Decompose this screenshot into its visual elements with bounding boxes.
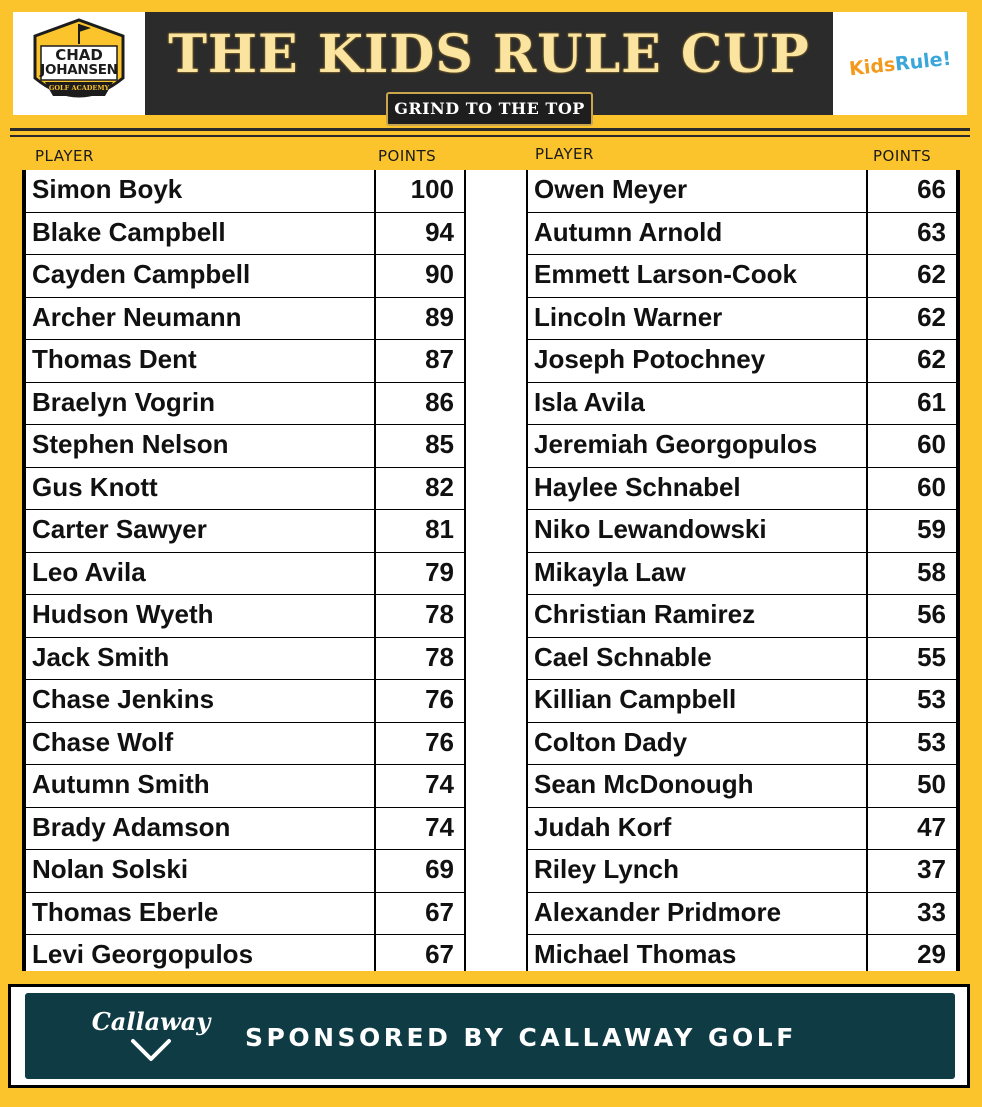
table-row xyxy=(26,255,464,298)
table-row xyxy=(26,510,464,553)
player-points: 66 xyxy=(917,174,946,204)
table-row xyxy=(26,850,464,893)
table-row xyxy=(528,340,956,383)
player-points: 100 xyxy=(410,174,454,204)
chad-johansen-logo xyxy=(13,12,145,115)
logo-line-2: JOHANSEN xyxy=(40,61,118,78)
callaway-chevron-icon xyxy=(129,1037,173,1063)
player-name: Chase Wolf xyxy=(32,726,174,757)
player-name: Gus Knott xyxy=(32,471,158,502)
table-row xyxy=(528,765,956,808)
player-name: Lincoln Warner xyxy=(534,301,723,332)
kids-rule-part2: Rule! xyxy=(893,47,953,75)
player-points: 67 xyxy=(425,896,454,927)
player-points: 63 xyxy=(917,216,946,247)
kids-rule-logo xyxy=(833,12,967,115)
left-player-header: PLAYER xyxy=(35,147,94,165)
player-name: Alexander Pridmore xyxy=(534,896,782,927)
player-name: Autumn Arnold xyxy=(534,216,723,247)
callaway-logo xyxy=(91,1007,211,1067)
player-points: 74 xyxy=(425,811,454,842)
right-points-header: POINTS xyxy=(873,147,932,165)
player-name: Braelyn Vogrin xyxy=(32,386,216,417)
player-points: 61 xyxy=(917,386,946,417)
table-row xyxy=(26,765,464,808)
right-player-header: PLAYER xyxy=(535,145,594,163)
table-row xyxy=(528,170,956,213)
table-row xyxy=(26,638,464,681)
player-points: 55 xyxy=(917,641,946,672)
table-row xyxy=(528,468,956,511)
player-name: Colton Dady xyxy=(534,726,688,757)
standings-column-right xyxy=(528,170,956,971)
table-row xyxy=(528,255,956,298)
player-name: Christian Ramirez xyxy=(534,599,756,629)
table-row xyxy=(26,425,464,468)
table-row xyxy=(528,723,956,766)
player-points: 87 xyxy=(425,344,454,374)
player-points: 79 xyxy=(425,556,454,587)
player-points: 62 xyxy=(917,259,946,289)
player-name: Owen Meyer xyxy=(534,174,688,204)
player-name: Archer Neumann xyxy=(32,301,242,332)
sponsor-panel xyxy=(25,993,955,1079)
player-points: 62 xyxy=(917,301,946,332)
player-points: 62 xyxy=(917,344,946,374)
player-points: 53 xyxy=(917,726,946,757)
player-name: Thomas Dent xyxy=(32,344,197,374)
player-name: Simon Boyk xyxy=(32,174,183,204)
player-name: Isla Avila xyxy=(534,386,645,417)
table-row xyxy=(528,425,956,468)
player-points: 33 xyxy=(917,896,946,927)
logo-line-1: CHAD xyxy=(55,45,103,64)
table-row xyxy=(26,468,464,511)
player-name: Michael Thomas xyxy=(534,939,737,969)
header-rule-bottom xyxy=(10,135,970,137)
player-name: Cayden Campbell xyxy=(32,259,251,289)
table-row xyxy=(528,595,956,638)
player-points: 60 xyxy=(917,471,946,502)
table-row xyxy=(26,808,464,851)
player-points: 89 xyxy=(425,301,454,332)
player-points: 47 xyxy=(917,811,946,842)
golf-academy-badge-icon xyxy=(25,16,133,112)
left-points-header: POINTS xyxy=(378,147,437,165)
player-points: 59 xyxy=(917,514,946,544)
kids-rule-wordmark xyxy=(848,47,952,80)
logo-line-3: GOLF ACADEMY xyxy=(48,83,110,92)
table-row xyxy=(528,808,956,851)
player-points: 86 xyxy=(425,386,454,417)
header-rule-top xyxy=(10,128,970,131)
player-name: Thomas Eberle xyxy=(32,896,219,927)
player-points: 50 xyxy=(917,769,946,799)
table-row xyxy=(26,340,464,383)
player-points: 67 xyxy=(425,939,454,969)
player-points: 53 xyxy=(917,684,946,714)
table-row xyxy=(26,553,464,596)
player-points: 74 xyxy=(425,769,454,799)
player-name: Levi Georgopulos xyxy=(32,939,254,969)
table-row xyxy=(528,850,956,893)
player-name: Emmett Larson-Cook xyxy=(534,259,797,289)
player-points: 90 xyxy=(425,259,454,289)
player-name: Jeremiah Georgopulos xyxy=(534,429,818,459)
table-row xyxy=(26,680,464,723)
table-row xyxy=(26,298,464,341)
player-name: Joseph Potochney xyxy=(534,344,766,374)
player-name: Haylee Schnabel xyxy=(534,471,741,502)
player-name: Sean McDonough xyxy=(534,769,754,799)
player-points: 37 xyxy=(917,854,946,884)
player-name: Mikayla Law xyxy=(534,556,686,587)
page-title: THE KIDS RULE CUP xyxy=(168,24,810,85)
player-points: 58 xyxy=(917,556,946,587)
table-row xyxy=(528,383,956,426)
callaway-wordmark: Callaway xyxy=(91,1007,211,1036)
player-points: 29 xyxy=(917,939,946,969)
table-row xyxy=(528,638,956,681)
player-points: 78 xyxy=(425,599,454,629)
player-points: 94 xyxy=(425,216,454,247)
table-row xyxy=(528,553,956,596)
player-name: Nolan Solski xyxy=(32,854,189,884)
player-name: Riley Lynch xyxy=(534,854,679,884)
header xyxy=(0,0,982,170)
player-points: 60 xyxy=(917,429,946,459)
player-name: Carter Sawyer xyxy=(32,514,207,544)
table-row xyxy=(528,213,956,256)
table-row xyxy=(26,893,464,936)
player-points: 85 xyxy=(425,429,454,459)
table-row xyxy=(26,213,464,256)
player-points: 81 xyxy=(425,514,454,544)
player-name: Chase Jenkins xyxy=(32,684,215,714)
player-name: Brady Adamson xyxy=(32,811,231,842)
sponsor-text: SPONSORED BY CALLAWAY GOLF xyxy=(245,1023,797,1052)
table-row xyxy=(26,935,464,978)
table-row xyxy=(26,723,464,766)
table-row xyxy=(528,935,956,978)
table-row xyxy=(528,510,956,553)
player-name: Niko Lewandowski xyxy=(534,514,767,544)
player-name: Leo Avila xyxy=(32,556,146,587)
player-name: Jack Smith xyxy=(32,641,170,672)
player-points: 76 xyxy=(425,726,454,757)
table-row xyxy=(528,680,956,723)
standings-column-left xyxy=(26,170,464,971)
sponsor-footer xyxy=(8,984,970,1088)
player-name: Cael Schnable xyxy=(534,641,712,672)
player-points: 82 xyxy=(425,471,454,502)
table-row xyxy=(26,170,464,213)
standings-table xyxy=(22,170,960,971)
player-name: Stephen Nelson xyxy=(32,429,229,459)
player-points: 78 xyxy=(425,641,454,672)
player-points: 56 xyxy=(917,599,946,629)
player-name: Judah Korf xyxy=(534,811,672,842)
kids-rule-part1: Kids xyxy=(847,53,897,80)
player-name: Hudson Wyeth xyxy=(32,599,214,629)
column-gap xyxy=(464,170,528,971)
table-row xyxy=(528,893,956,936)
player-points: 76 xyxy=(425,684,454,714)
player-name: Blake Campbell xyxy=(32,216,226,247)
player-points: 69 xyxy=(425,854,454,884)
subtitle-banner: GRIND TO THE TOP xyxy=(386,92,593,126)
table-row xyxy=(528,298,956,341)
table-row xyxy=(26,383,464,426)
player-name: Killian Campbell xyxy=(534,684,737,714)
player-name: Autumn Smith xyxy=(32,769,210,799)
table-row xyxy=(26,595,464,638)
